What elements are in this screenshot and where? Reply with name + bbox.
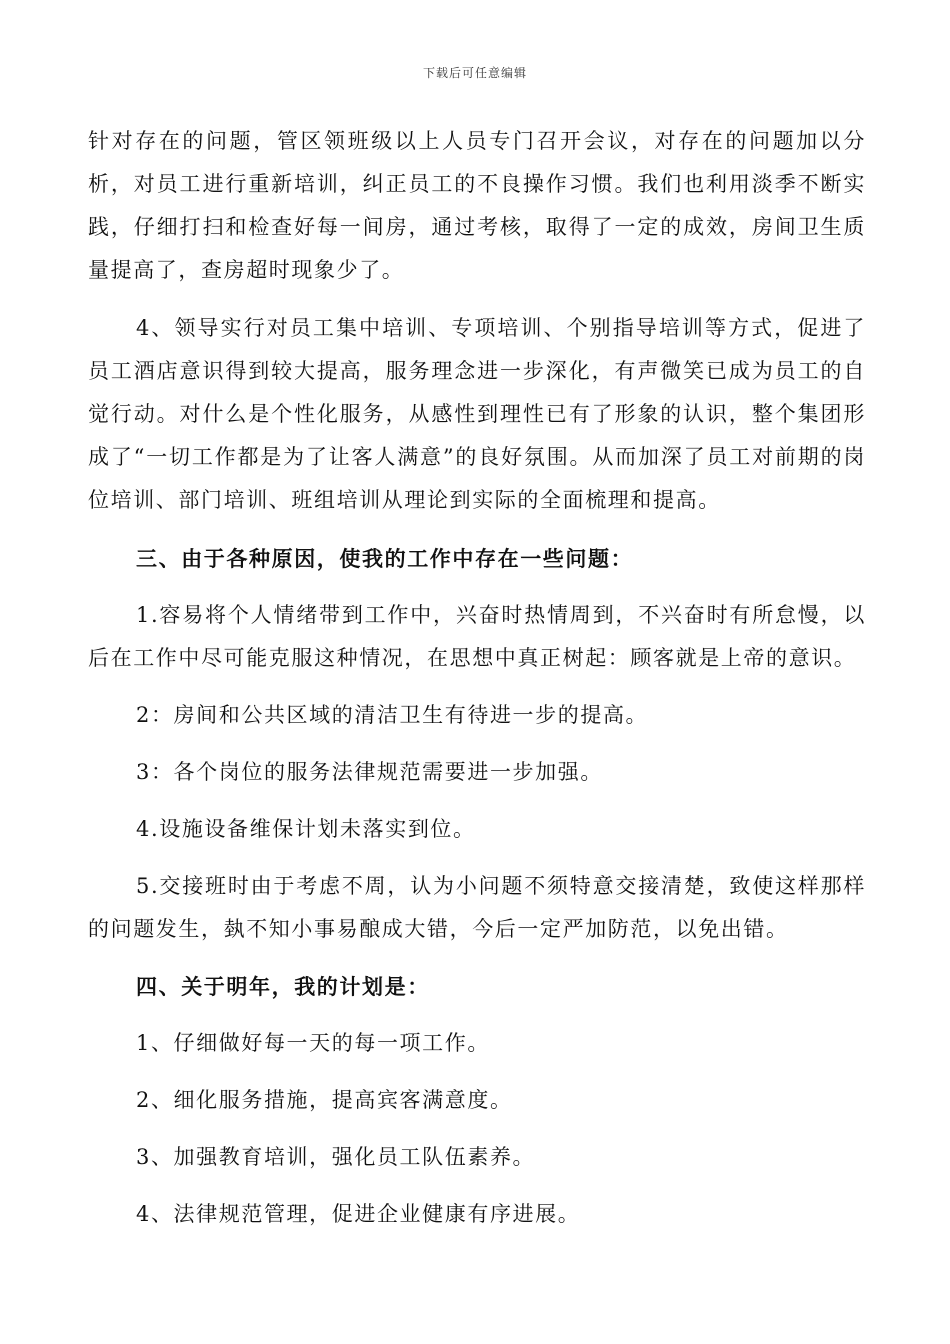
paragraph-item-4: 4、领导实行对员工集中培训、专项培训、个别指导培训等方式，促进了员工酒店意识得到较大提高，服务理念进一步深化，有声微笑已成为员工的自觉行动。对什么是个性化服务，从感性到理性已有了形象的认识，整个集团形成了“一切工作都是为了让客人满意”的良好氛围。从而加深了员工对前期的岗位培训、部门培训、班组培训从理论到实际的全面梳理和提高。 (88, 316, 866, 512)
section-heading-3: 三、由于各种原因，使我的工作中存在一些问题： (136, 546, 634, 571)
plan-item-4: 4、法律规范管理，促进企业健康有序进展。 (136, 1202, 581, 1226)
page-header: 下载后可任意编辑 (422, 66, 527, 80)
document-body (88, 120, 866, 1236)
problem-item-5: 5.交接班时由于考虑不周，认为小问题不须特意交接清楚，致使这样那样的问题发生，埶不知小事易酿成大错，今后一定严加防范，以免出错。 (88, 874, 866, 941)
plan-item-3: 3、加强教育培训，强化员工队伍素养。 (136, 1145, 536, 1169)
paragraph-continued: 针对存在的问题，管区领班级以上人员专门召开会议，对存在的问题加以分析，对员工进行重新培训，纠正员工的不良操作习惯。我们也利用淡季不断实践，仔细打扫和检查好每一间房，通过考核，取得了一定的成效，房间卫生质量提高了，查房超时现象少了。 (88, 129, 866, 282)
plan-item-1: 1、仔细做好每一天的每一项工作。 (136, 1031, 490, 1055)
problem-item-1: 1.容易将个人情绪带到工作中，兴奋时热情周到，不兴奋时有所怠慢，以后在工作中尽可能克服这种情况，在思想中真正树起：顾客就是上帝的意识。 (88, 603, 866, 670)
section-heading-4: 四、关于明年，我的计划是： (136, 974, 430, 999)
problem-item-4: 4.设施设备维保计划未落实到位。 (136, 817, 476, 841)
problem-item-3: 3：各个岗位的服务法律规范需要进一步加强。 (136, 760, 603, 784)
problem-item-2: 2：房间和公共区域的清洁卫生有待进一步的提高。 (136, 703, 649, 727)
plan-item-2: 2、细化服务措施，提高宾客满意度。 (136, 1088, 513, 1112)
